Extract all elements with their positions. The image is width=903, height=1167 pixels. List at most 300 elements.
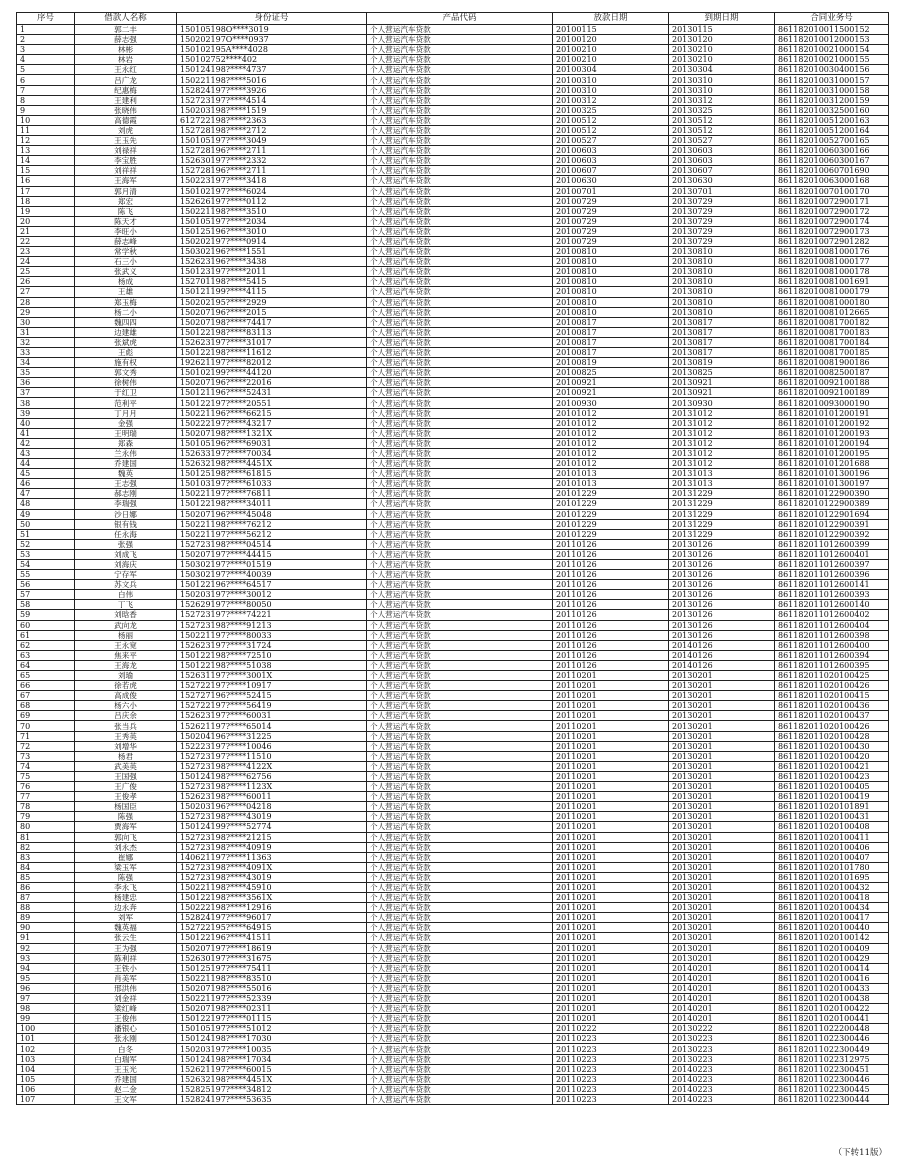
row-index: 34: [17, 358, 75, 368]
table-row: [17, 459, 889, 469]
row-index: 99: [17, 1014, 75, 1024]
due-date: 20140223: [669, 1094, 775, 1104]
table-row: [17, 186, 889, 196]
loan-date: 20110201: [553, 782, 669, 792]
borrower-name: 郝志刚: [75, 489, 177, 499]
loan-date: 20100810: [553, 297, 669, 307]
row-index: 48: [17, 499, 75, 509]
contract-number: 861182010012000153: [775, 35, 889, 45]
contract-number: 861182011020100408: [775, 822, 889, 832]
borrower-name: 张当兵: [75, 721, 177, 731]
table-row: [17, 721, 889, 731]
due-date: 20130930: [669, 398, 775, 408]
contract-number: 861182010081000179: [775, 287, 889, 297]
table-row: [17, 1074, 889, 1084]
borrower-name: 张晓伟: [75, 105, 177, 115]
row-index: 19: [17, 206, 75, 216]
product-code: 个人营运汽车贷款: [367, 751, 553, 761]
borrower-name: 刘瑜: [75, 671, 177, 681]
table-row: [17, 963, 889, 973]
due-date: 20130201: [669, 842, 775, 852]
product-code: 个人营运汽车贷款: [367, 671, 553, 681]
contract-number: 861182010081700183: [775, 327, 889, 337]
contract-number: 861182010031000158: [775, 85, 889, 95]
loan-date: 20100312: [553, 95, 669, 105]
loan-date: 20110201: [553, 1014, 669, 1024]
loan-date: 20100810: [553, 277, 669, 287]
table-row: [17, 882, 889, 892]
col-header-due-date: 到期日期: [669, 13, 775, 25]
contract-number: 861182010081000177: [775, 257, 889, 267]
loan-date: 20110201: [553, 751, 669, 761]
due-date: 20130126: [669, 549, 775, 559]
row-index: 6: [17, 75, 75, 85]
borrower-name: 王铁小: [75, 963, 177, 973]
table-row: [17, 903, 889, 913]
loan-date: 20110223: [553, 1054, 669, 1064]
id-number: 150207198?****74417: [177, 317, 367, 327]
table-row: [17, 681, 889, 691]
row-index: 97: [17, 994, 75, 1004]
id-number: 150121199?****4115: [177, 287, 367, 297]
row-index: 9: [17, 105, 75, 115]
product-code: 个人营运汽车贷款: [367, 146, 553, 156]
borrower-name: 武美英: [75, 761, 177, 771]
table-row: [17, 226, 889, 236]
table-row: [17, 85, 889, 95]
due-date: 20130512: [669, 115, 775, 125]
loan-date: 20110201: [553, 872, 669, 882]
table-row: [17, 529, 889, 539]
product-code: 个人营运汽车贷款: [367, 479, 553, 489]
loan-date: 20110201: [553, 933, 669, 943]
row-index: 51: [17, 529, 75, 539]
row-index: 36: [17, 378, 75, 388]
product-code: 个人营运汽车贷款: [367, 822, 553, 832]
product-code: 个人营运汽车贷款: [367, 267, 553, 277]
table-row: [17, 337, 889, 347]
due-date: 20130210: [669, 45, 775, 55]
contract-number: 861182010063000168: [775, 176, 889, 186]
table-row: [17, 1024, 889, 1034]
product-code: 个人营运汽车贷款: [367, 812, 553, 822]
row-index: 69: [17, 711, 75, 721]
product-code: 个人营运汽车贷款: [367, 428, 553, 438]
contract-number: 861182011020100426: [775, 681, 889, 691]
loan-date: 20101229: [553, 529, 669, 539]
borrower-name: 郭月清: [75, 186, 177, 196]
due-date: 20130512: [669, 125, 775, 135]
borrower-name: 焦来平: [75, 650, 177, 660]
loan-date: 20100310: [553, 75, 669, 85]
id-number: 150202197?****0914: [177, 236, 367, 246]
product-code: 个人营运汽车贷款: [367, 307, 553, 317]
id-number: 152701198?****5415: [177, 277, 367, 287]
contract-number: 861182011012600141: [775, 580, 889, 590]
row-index: 24: [17, 257, 75, 267]
contract-number: 861182011020100426: [775, 721, 889, 731]
id-number: 150124198?****17034: [177, 1054, 367, 1064]
due-date: 20130201: [669, 792, 775, 802]
row-index: 15: [17, 166, 75, 176]
row-index: 84: [17, 862, 75, 872]
product-code: 个人营运汽车贷款: [367, 156, 553, 166]
due-date: 20130201: [669, 903, 775, 913]
product-code: 个人营运汽车贷款: [367, 1054, 553, 1064]
table-row: [17, 994, 889, 1004]
due-date: 20130222: [669, 1024, 775, 1034]
due-date: 20130527: [669, 136, 775, 146]
borrower-name: 陈利祥: [75, 953, 177, 963]
row-index: 95: [17, 973, 75, 983]
due-date: 20131229: [669, 509, 775, 519]
table-row: [17, 559, 889, 569]
table-row: [17, 378, 889, 388]
table-row: [17, 792, 889, 802]
loan-date: 20110201: [553, 852, 669, 862]
contract-number: 861182011020100434: [775, 903, 889, 913]
contract-number: 861182011012600140: [775, 600, 889, 610]
due-date: 20130825: [669, 368, 775, 378]
due-date: 20140223: [669, 1064, 775, 1074]
id-number: 150122197?****01115: [177, 1014, 367, 1024]
id-number: 152623197?****31017: [177, 337, 367, 347]
product-code: 个人营运汽车贷款: [367, 761, 553, 771]
loan-date: 20110201: [553, 893, 669, 903]
borrower-name: 张强: [75, 539, 177, 549]
borrower-name: 肖美军: [75, 973, 177, 983]
row-index: 56: [17, 580, 75, 590]
id-number: 152723197?****4514: [177, 95, 367, 105]
loan-date: 20110222: [553, 1024, 669, 1034]
table-row: [17, 408, 889, 418]
due-date: 20130701: [669, 186, 775, 196]
contract-number: 861182010031200159: [775, 95, 889, 105]
contract-number: 861182011020100438: [775, 994, 889, 1004]
id-number: 152722197?****10917: [177, 681, 367, 691]
product-code: 个人营运汽车贷款: [367, 1094, 553, 1104]
row-index: 39: [17, 408, 75, 418]
loan-date: 20110223: [553, 1044, 669, 1054]
borrower-name: 赵二金: [75, 1084, 177, 1094]
row-index: 20: [17, 216, 75, 226]
contract-number: 861182010072900171: [775, 196, 889, 206]
due-date: 20130201: [669, 933, 775, 943]
due-date: 20130201: [669, 741, 775, 751]
loan-date: 20110126: [553, 539, 669, 549]
borrower-name: 张永刚: [75, 1034, 177, 1044]
row-index: 92: [17, 943, 75, 953]
product-code: 个人营运汽车贷款: [367, 216, 553, 226]
due-date: 20130126: [669, 610, 775, 620]
id-number: 150221198?****76212: [177, 519, 367, 529]
product-code: 个人营运汽车贷款: [367, 358, 553, 368]
table-row: [17, 469, 889, 479]
row-index: 64: [17, 660, 75, 670]
id-number: 150202197O****0937: [177, 35, 367, 45]
due-date: 20130201: [669, 681, 775, 691]
id-number: 152623197?****31724: [177, 640, 367, 650]
product-code: 个人营运汽车贷款: [367, 287, 553, 297]
row-index: 8: [17, 95, 75, 105]
row-index: 44: [17, 459, 75, 469]
due-date: 20140201: [669, 1004, 775, 1014]
contract-number: 861182011012600402: [775, 610, 889, 620]
product-code: 个人营运汽车贷款: [367, 247, 553, 257]
due-date: 20130603: [669, 146, 775, 156]
product-code: 个人营运汽车贷款: [367, 459, 553, 469]
contract-number: 861182011020100431: [775, 812, 889, 822]
borrower-name: 边永奔: [75, 903, 177, 913]
contract-number: 861182010101200192: [775, 418, 889, 428]
due-date: 20130126: [669, 559, 775, 569]
table-row: [17, 297, 889, 307]
row-index: 101: [17, 1034, 75, 1044]
due-date: 20131012: [669, 418, 775, 428]
borrower-name: 刘海庆: [75, 559, 177, 569]
row-index: 65: [17, 671, 75, 681]
due-date: 20140126: [669, 650, 775, 660]
id-number: 150221197?****52339: [177, 994, 367, 1004]
loan-date: 20110201: [553, 913, 669, 923]
contract-number: 861182011012600395: [775, 660, 889, 670]
borrower-name: 陈强: [75, 812, 177, 822]
product-code: 个人营运汽车贷款: [367, 469, 553, 479]
due-date: 20130201: [669, 913, 775, 923]
product-code: 个人营运汽车贷款: [367, 741, 553, 751]
table-row: [17, 479, 889, 489]
due-date: 20130201: [669, 751, 775, 761]
id-number: 140621197?****11363: [177, 852, 367, 862]
contract-number: 861182010122901694: [775, 509, 889, 519]
loan-date: 20110201: [553, 681, 669, 691]
row-index: 74: [17, 761, 75, 771]
table-row: [17, 257, 889, 267]
loan-date: 20110201: [553, 994, 669, 1004]
contract-number: 861182011020101695: [775, 872, 889, 882]
loan-date: 20100729: [553, 236, 669, 246]
row-index: 83: [17, 852, 75, 862]
table-row: [17, 782, 889, 792]
loan-date: 20101013: [553, 469, 669, 479]
row-index: 49: [17, 509, 75, 519]
borrower-name: 高德霞: [75, 115, 177, 125]
table-row: [17, 166, 889, 176]
borrower-name: 沙日娜: [75, 509, 177, 519]
loan-date: 20100304: [553, 65, 669, 75]
borrower-name: 王俊伟: [75, 1014, 177, 1024]
loan-date: 20100310: [553, 85, 669, 95]
due-date: 20130325: [669, 105, 775, 115]
loan-date: 20100325: [553, 105, 669, 115]
row-index: 75: [17, 771, 75, 781]
table-row: [17, 610, 889, 620]
table-row: [17, 660, 889, 670]
due-date: 20130210: [669, 55, 775, 65]
due-date: 20130201: [669, 802, 775, 812]
due-date: 20130201: [669, 761, 775, 771]
due-date: 20131013: [669, 479, 775, 489]
row-index: 70: [17, 721, 75, 731]
loan-date: 20100729: [553, 216, 669, 226]
borrower-name: 郭向飞: [75, 832, 177, 842]
due-date: 20130810: [669, 287, 775, 297]
contract-number: 861182011020100411: [775, 832, 889, 842]
table-row: [17, 1014, 889, 1024]
loan-date: 20110201: [553, 963, 669, 973]
table-row: [17, 489, 889, 499]
id-number: 152723198?****1123X: [177, 782, 367, 792]
product-code: 个人营运汽车贷款: [367, 640, 553, 650]
row-index: 68: [17, 701, 75, 711]
table-row: [17, 388, 889, 398]
table-row: [17, 146, 889, 156]
product-code: 个人营运汽车贷款: [367, 771, 553, 781]
borrower-name: 林岩: [75, 55, 177, 65]
table-row: [17, 711, 889, 721]
due-date: 20130126: [669, 580, 775, 590]
col-header-contract: 合同业务号: [775, 13, 889, 25]
id-number: 150204196?****31225: [177, 731, 367, 741]
loan-date: 20110223: [553, 1084, 669, 1094]
contract-number: 861182011020100422: [775, 1004, 889, 1014]
id-number: 152630197?****2332: [177, 156, 367, 166]
product-code: 个人营运汽车贷款: [367, 115, 553, 125]
due-date: 20140201: [669, 973, 775, 983]
table-row: [17, 65, 889, 75]
id-number: 192621197?****82012: [177, 358, 367, 368]
row-index: 28: [17, 297, 75, 307]
id-number: 150125198?****61815: [177, 469, 367, 479]
table-row: [17, 348, 889, 358]
due-date: 20130126: [669, 600, 775, 610]
loan-date: 20101012: [553, 418, 669, 428]
borrower-name: 王广俊: [75, 782, 177, 792]
id-number: 152723198?****43019: [177, 812, 367, 822]
table-row: [17, 953, 889, 963]
contract-number: 861182010081000178: [775, 267, 889, 277]
contract-number: 861182011020100142: [775, 933, 889, 943]
id-number: 150122197?****20551: [177, 398, 367, 408]
table-row: [17, 277, 889, 287]
loan-date: 20110201: [553, 822, 669, 832]
table-row: [17, 206, 889, 216]
borrower-name: 王海军: [75, 176, 177, 186]
row-index: 77: [17, 792, 75, 802]
contract-number: 861182011012600393: [775, 590, 889, 600]
borrower-name: 常学秋: [75, 247, 177, 257]
due-date: 20130120: [669, 35, 775, 45]
table-row: [17, 1084, 889, 1094]
borrower-name: 杨成: [75, 277, 177, 287]
due-date: 20131012: [669, 438, 775, 448]
product-code: 个人营运汽车贷款: [367, 418, 553, 428]
table-row: [17, 862, 889, 872]
table-row: [17, 731, 889, 741]
due-date: 20130817: [669, 337, 775, 347]
product-code: 个人营运汽车贷款: [367, 539, 553, 549]
table-row: [17, 45, 889, 55]
id-number: 150207196?****22016: [177, 378, 367, 388]
product-code: 个人营运汽车贷款: [367, 953, 553, 963]
id-number: 612722198?****2363: [177, 115, 367, 125]
product-code: 个人营运汽车贷款: [367, 1004, 553, 1014]
row-index: 33: [17, 348, 75, 358]
table-row: [17, 519, 889, 529]
id-number: 152633197?****70034: [177, 448, 367, 458]
id-number: 152623196?****3438: [177, 257, 367, 267]
table-row: [17, 1034, 889, 1044]
table-row: [17, 580, 889, 590]
product-code: 个人营运汽车贷款: [367, 1034, 553, 1044]
row-index: 35: [17, 368, 75, 378]
borrower-name: 梁玉军: [75, 862, 177, 872]
contract-number: 861182010081900186: [775, 358, 889, 368]
table-row: [17, 650, 889, 660]
loan-date: 20110201: [553, 741, 669, 751]
id-number: 150122198?****83113: [177, 327, 367, 337]
contract-number: 861182011012600396: [775, 570, 889, 580]
id-number: 150125197?****75411: [177, 963, 367, 973]
borrower-name: 杨建忠: [75, 893, 177, 903]
table-row: [17, 398, 889, 408]
table-row: [17, 630, 889, 640]
table-row: [17, 943, 889, 953]
loan-date: 20100817: [553, 337, 669, 347]
product-code: 个人营运汽车贷款: [367, 691, 553, 701]
loan-date: 20100512: [553, 115, 669, 125]
product-code: 个人营运汽车贷款: [367, 842, 553, 852]
row-index: 80: [17, 822, 75, 832]
row-index: 11: [17, 125, 75, 135]
table-row: [17, 247, 889, 257]
product-code: 个人营运汽车贷款: [367, 105, 553, 115]
contract-number: 861182011012600401: [775, 549, 889, 559]
borrower-name: 武向龙: [75, 620, 177, 630]
due-date: 20130201: [669, 721, 775, 731]
id-number: 150221198?****45910: [177, 882, 367, 892]
borrower-name: 杨二小: [75, 307, 177, 317]
contract-number: 861182010093000190: [775, 398, 889, 408]
product-code: 个人营运汽车贷款: [367, 277, 553, 287]
borrower-name: 魏英福: [75, 923, 177, 933]
table-row: [17, 418, 889, 428]
product-code: 个人营运汽车贷款: [367, 368, 553, 378]
id-number: 150105196?****69031: [177, 438, 367, 448]
row-index: 81: [17, 832, 75, 842]
loan-date: 20110201: [553, 711, 669, 721]
contract-number: 861182011020101891: [775, 802, 889, 812]
contract-number: 861182011020100437: [775, 711, 889, 721]
product-code: 个人营运汽车贷款: [367, 75, 553, 85]
product-code: 个人营运汽车贷款: [367, 711, 553, 721]
row-index: 10: [17, 115, 75, 125]
borrower-name: 王国强: [75, 771, 177, 781]
row-index: 54: [17, 559, 75, 569]
contract-number: 861182011020100425: [775, 671, 889, 681]
table-row: [17, 448, 889, 458]
loan-date: 20100210: [553, 45, 669, 55]
product-code: 个人营运汽车贷款: [367, 1024, 553, 1034]
product-code: 个人营运汽车贷款: [367, 519, 553, 529]
product-code: 个人营运汽车贷款: [367, 590, 553, 600]
product-code: 个人营运汽车贷款: [367, 1044, 553, 1054]
due-date: 20130201: [669, 862, 775, 872]
borrower-name: 郑森: [75, 438, 177, 448]
product-code: 个人营运汽车贷款: [367, 35, 553, 45]
contract-number: 861182011020100432: [775, 882, 889, 892]
row-index: 32: [17, 337, 75, 347]
